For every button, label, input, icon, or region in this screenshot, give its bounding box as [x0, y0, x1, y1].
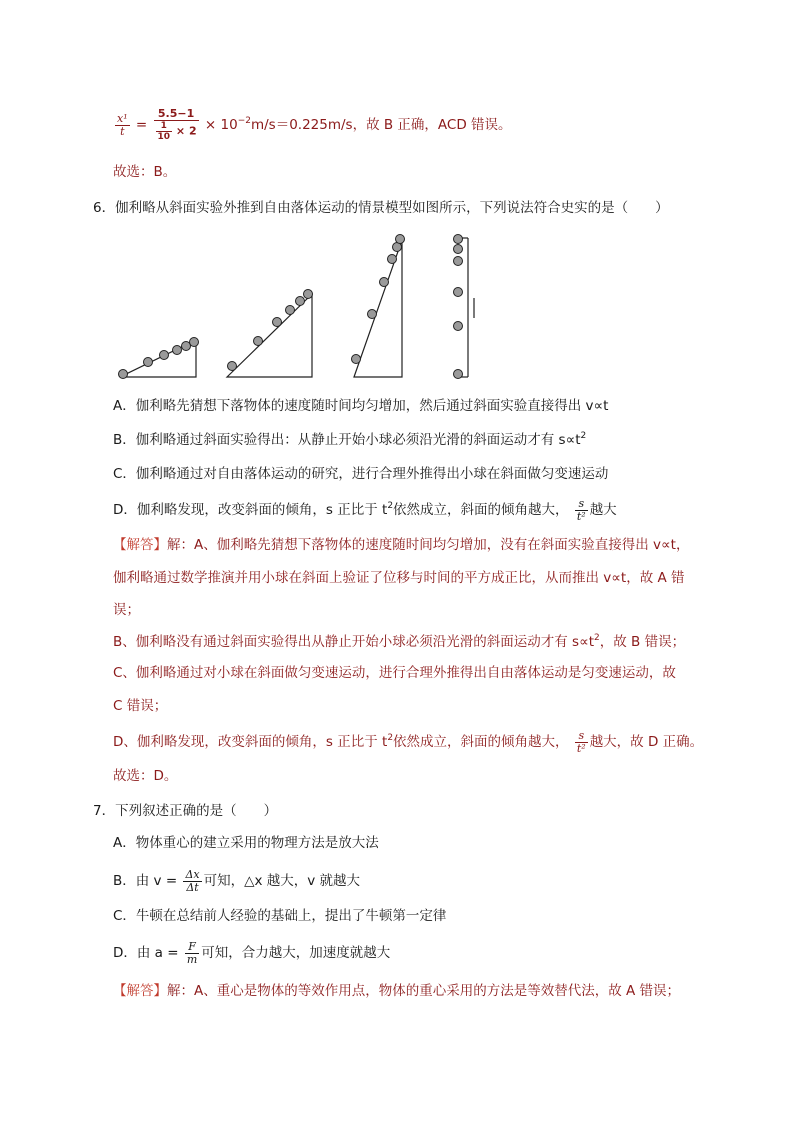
q6-stem: 6．伽利略从斜面实验外推到自由落体运动的情景模型如图所示，下列说法符合史实的是（ ） — [93, 200, 669, 216]
sol6-line7: D、伽利略发现，改变斜面的倾角，s 正比于 $t^2$依然成立，斜面的倾角越大， $\frac{s}{\text{t²}}$ 越大，故 D 正确。 — [113, 728, 704, 755]
incline-2 — [227, 294, 312, 377]
q6-option-a[interactable]: A．伽利略先猜想下落物体的速度随时间均匀增加，然后通过斜面实验直接得出 v∝t — [113, 398, 609, 414]
answer-5: 故选：B。 — [113, 164, 177, 180]
q7-option-d[interactable]: D．由 a = $\frac{F}{m}$ 可知，合力越大，加速度就越大 — [113, 939, 391, 966]
ball — [190, 338, 199, 347]
sol6-line5: C、伽利略通过对小球在斜面做匀变速运动，进行合理外推得出自由落体运动是匀变速运动，故 — [113, 665, 676, 681]
sol7-line1: 【解答】解：A、重心是物体的等效作用点，物体的重心采用的方法是等效替代法，故 A 错误； — [113, 983, 681, 999]
ball — [173, 346, 182, 355]
ball — [228, 362, 237, 371]
ball — [144, 358, 153, 367]
sol6-line2: 伽利略通过数学推演并用小球在斜面上验证了位移与时间的平方成正比，从而推出 v∝t，故 A 错 — [113, 570, 685, 586]
ball — [454, 257, 463, 266]
q7-d-fraction: $\frac{F}{m}$ — [186, 939, 198, 966]
ball — [454, 370, 463, 379]
q6-option-d[interactable]: D．伽利略发现，改变斜面的倾角，s 正比于 $t^2$依然成立，斜面的倾角越大， $\frac{s}{\text{t²}}$ 越大 — [113, 496, 617, 523]
formula-lhs: $\frac{\text{x¹}}{t}$ — [117, 111, 128, 138]
ball — [296, 297, 305, 306]
ball — [396, 235, 405, 244]
sol6-line6: C 错误； — [113, 698, 168, 714]
formula-fraction: 5.5−1 $\frac{1}{10}$ × 2 — [154, 108, 199, 142]
q7-option-b[interactable]: B．由 v = $\frac{\Delta x}{\Delta t}$ 可知，△x 越大，v 就越大 — [113, 867, 361, 894]
formula-line: $\frac{\text{x¹}}{t}$ = 5.5−1 $\frac{1}{10}$ × 2 × $10^{-2}m/s=0.225m/s$，故 B 正确，ACD 错误。 — [117, 107, 512, 142]
sol6-line3: 误； — [113, 602, 140, 618]
ball — [286, 306, 295, 315]
ball — [380, 278, 389, 287]
ball — [273, 318, 282, 327]
q6-option-b[interactable]: B．伽利略通过斜面实验得出：从静止开始小球必须沿光滑的斜面运动才有 $s\propto t^2$ — [113, 431, 587, 448]
ball — [388, 255, 397, 264]
ball — [160, 351, 169, 360]
q7-option-a[interactable]: A．物体重心的建立采用的物理方法是放大法 — [113, 835, 379, 851]
sol6-line1: 【解答】解：A、伽利略先猜想下落物体的速度随时间均匀增加，没有在斜面实验直接得出 v∝t， — [113, 537, 690, 553]
answer-6: 故选：D。 — [113, 768, 178, 784]
ball — [454, 235, 463, 244]
q7-option-c[interactable]: C．牛顿在总结前人经验的基础上，提出了牛顿第一定律 — [113, 908, 447, 924]
q7-b-fraction: $\frac{\Delta x}{\Delta t}$ — [185, 867, 200, 894]
ball — [454, 322, 463, 331]
q6-option-c[interactable]: C．伽利略通过对自由落体运动的研究，进行合理外推得出小球在斜面做匀变速运动 — [113, 466, 609, 482]
ball — [454, 288, 463, 297]
ball — [368, 310, 377, 319]
sol6-line4: B、伽利略没有通过斜面实验得出从静止开始小球必须沿光滑的斜面运动才有 $s\propto t^2$，故 B 错误； — [113, 633, 686, 650]
q6-d-fraction: $\frac{s}{\text{t²}}$ — [576, 496, 586, 523]
ball — [254, 337, 263, 346]
ball — [119, 370, 128, 379]
ball — [304, 290, 313, 299]
ball — [454, 245, 463, 254]
sol6-fraction: $\frac{s}{\text{t²}}$ — [576, 728, 586, 755]
galileo-incline-figure — [110, 232, 490, 382]
ball — [352, 355, 361, 364]
q7-stem: 7．下列叙述正确的是（ ） — [93, 803, 278, 819]
